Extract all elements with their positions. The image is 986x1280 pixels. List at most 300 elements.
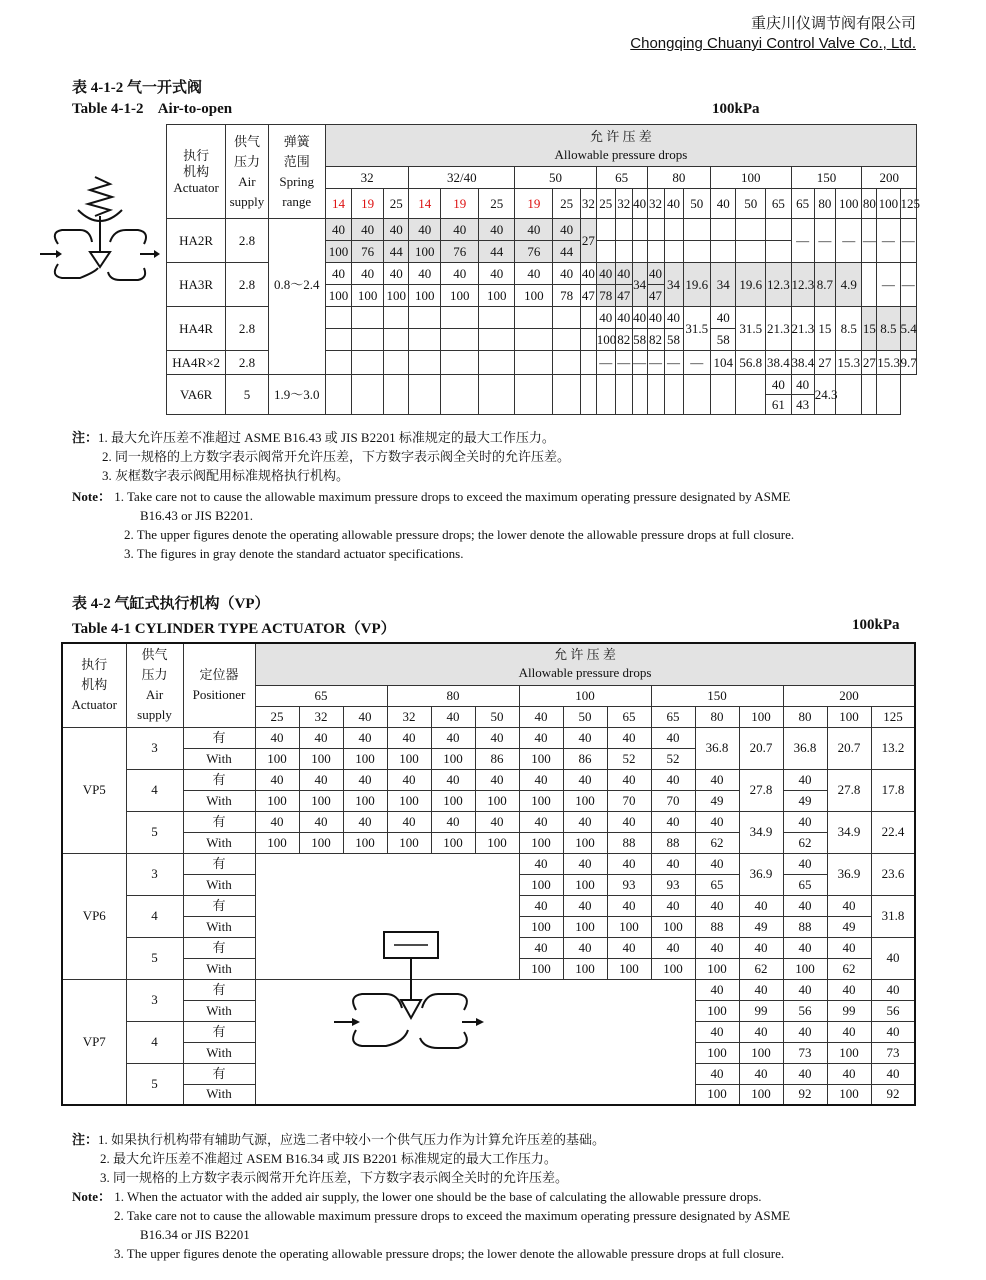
- t2-val: 40: [695, 937, 739, 958]
- notes1-label-cn: 注：: [72, 430, 99, 445]
- t2-supply: 3: [126, 853, 183, 895]
- t2-val: 100: [475, 832, 519, 853]
- t2-val: 100: [695, 1042, 739, 1063]
- notes1-label-en: Note：: [72, 489, 111, 504]
- note-line: 1. Take care not to cause the allowable maximum pressure drops to exceed the maximum operating pressure designated by ASME: [114, 489, 791, 504]
- t2-val: 27.8: [827, 769, 871, 811]
- t2-sub: 80: [783, 706, 827, 727]
- t2-val: 40: [475, 811, 519, 832]
- t1-val: 40: [352, 263, 384, 285]
- t2-val: 99: [739, 1000, 783, 1021]
- t2-group: 200: [783, 685, 915, 706]
- t2-val: 40: [475, 727, 519, 748]
- t1-val: 31.5: [683, 307, 711, 351]
- t2-val: 40: [387, 811, 431, 832]
- t2-with-en: With: [183, 1084, 255, 1105]
- t2-val: 40: [651, 727, 695, 748]
- notes2-label-cn: 注：: [72, 1132, 99, 1147]
- note-line: 3. 同一规格的上方数字表示阀常开允许压差，下方数字表示阀全关时的允许压差。: [100, 1170, 569, 1185]
- company-name-cn: 重庆川仪调节阀有限公司: [750, 16, 916, 32]
- t1-sub: 100: [835, 189, 861, 219]
- t1-group: 80: [647, 167, 711, 189]
- t2-supply: 4: [126, 895, 183, 937]
- t1-val: 100: [441, 285, 479, 307]
- t1-dash: —: [791, 219, 814, 263]
- t1-val: 76: [441, 241, 479, 263]
- t1-val: —: [615, 351, 632, 375]
- t2-with-cn: 有: [183, 1021, 255, 1042]
- t1-sub: 19: [441, 189, 479, 219]
- t2-val: 100: [563, 874, 607, 895]
- t1-dash: —: [862, 219, 877, 263]
- t1-h-spring: 弹簧 范围 Spring range: [268, 125, 325, 219]
- t2-val: 62: [695, 832, 739, 853]
- t1-val: 27: [862, 351, 877, 375]
- cylinder-valve-diagram-icon: [334, 930, 484, 1060]
- note-line: 2. Take care not to cause the allowable maximum pressure drops to exceed the maximum operating pressure designated by ASME: [114, 1208, 791, 1223]
- t1-h-allowable-en: Allowable pressure drops: [554, 146, 688, 162]
- t1-val: 15: [862, 307, 877, 351]
- t1-val: 104: [711, 351, 736, 375]
- t1-h-actuator: 执行 机构 Actuator: [167, 125, 226, 219]
- t2-val: 100: [431, 832, 475, 853]
- t2-group: 150: [651, 685, 783, 706]
- t2-val: 20.7: [827, 727, 871, 769]
- t2-val: 40: [563, 853, 607, 874]
- t1-val: 8.5: [835, 307, 861, 351]
- t1-val: 40: [596, 263, 615, 285]
- t1-val: 100: [384, 285, 409, 307]
- t2-group: 100: [519, 685, 651, 706]
- t2-val: 100: [563, 916, 607, 937]
- t1-sub: 100: [877, 189, 900, 219]
- t1-val: 40: [553, 263, 581, 285]
- t2-val: 70: [607, 790, 651, 811]
- t2-sub: 80: [695, 706, 739, 727]
- table1-air-to-open: [166, 124, 921, 415]
- t2-val: 99: [827, 1000, 871, 1021]
- t2-val: 40: [607, 853, 651, 874]
- t1-val: 12.3: [791, 263, 814, 307]
- t2-val: 40: [695, 769, 739, 790]
- t2-val: 100: [563, 790, 607, 811]
- t1-val: 40: [515, 263, 553, 285]
- t2-val: 100: [827, 1084, 871, 1105]
- t1-val: 40: [766, 375, 791, 395]
- t1-val: 40: [409, 263, 441, 285]
- t1-supply: 2.8: [226, 307, 268, 351]
- t1-val: 4.9: [835, 263, 861, 307]
- t2-val: 88: [607, 832, 651, 853]
- t2-val: 40: [563, 769, 607, 790]
- t2-val: 34.9: [827, 811, 871, 853]
- t2-val: 40: [827, 1063, 871, 1084]
- note-line: B16.34 or JIS B2201: [140, 1227, 250, 1242]
- t2-val: 100: [519, 790, 563, 811]
- t1-val: 40: [632, 307, 647, 329]
- t1-actuator: HA4R: [167, 307, 226, 351]
- t1-group: 100: [711, 167, 791, 189]
- t2-val: 100: [431, 790, 475, 811]
- t2-val: 49: [739, 916, 783, 937]
- t2-sub: 65: [607, 706, 651, 727]
- t1-sub: 80: [814, 189, 835, 219]
- t1-sub: 80: [862, 189, 877, 219]
- t2-val: 40: [871, 937, 915, 979]
- t1-sub: 14: [409, 189, 441, 219]
- t1-sub: 32: [580, 189, 596, 219]
- t2-val: 86: [475, 748, 519, 769]
- t2-val: 100: [343, 748, 387, 769]
- t1-sub: 65: [766, 189, 791, 219]
- t2-val: 40: [783, 769, 827, 790]
- t2-val: 40: [651, 853, 695, 874]
- t2-val: 100: [255, 832, 299, 853]
- t2-group: 80: [387, 685, 519, 706]
- t1-val: 76: [515, 241, 553, 263]
- t2-val: 100: [827, 1042, 871, 1063]
- t2-supply: 3: [126, 979, 183, 1021]
- t2-val: 40: [739, 1063, 783, 1084]
- t1-sub: 14: [325, 189, 351, 219]
- t2-val: 40: [651, 769, 695, 790]
- t1-val: 34: [632, 263, 647, 307]
- t1-val: 58: [664, 329, 683, 351]
- t1-group: 150: [791, 167, 862, 189]
- t1-sub: 125: [900, 189, 916, 219]
- t1-actuator: HA3R: [167, 263, 226, 307]
- t2-with-en: With: [183, 748, 255, 769]
- t2-val: 49: [783, 790, 827, 811]
- t2-sub: 100: [739, 706, 783, 727]
- t2-val: 100: [255, 748, 299, 769]
- t1-val: 100: [409, 241, 441, 263]
- valve-diagram-icon: [40, 172, 160, 282]
- note-line: 2. 最大允许压差不准超过 ASEM B16.34 或 JIS B2201 标准规定的最大工作压力。: [100, 1151, 557, 1166]
- t1-dash: —: [877, 263, 900, 307]
- t2-val: 40: [695, 1021, 739, 1042]
- t2-val: 100: [519, 958, 563, 979]
- t2-h-actuator: 执行 机构 Actuator: [62, 643, 126, 727]
- t2-val: 40: [739, 895, 783, 916]
- t2-with-en: With: [183, 874, 255, 895]
- t2-val: 100: [255, 790, 299, 811]
- t2-val: 100: [695, 1000, 739, 1021]
- t2-val: 100: [387, 748, 431, 769]
- table2-unit: 100kPa: [852, 617, 900, 633]
- t2-val: 40: [739, 979, 783, 1000]
- t2-val: 40: [607, 895, 651, 916]
- table1-title-en: Table 4-1-2 Air-to-open: [72, 101, 233, 117]
- t2-val: 40: [783, 1021, 827, 1042]
- t1-dash: —: [835, 219, 861, 263]
- t2-sub: 32: [387, 706, 431, 727]
- t2-val: 100: [783, 958, 827, 979]
- t2-with-en: With: [183, 832, 255, 853]
- t2-supply: 4: [126, 1021, 183, 1063]
- t1-val: 40: [479, 263, 515, 285]
- t2-val: 40: [519, 811, 563, 832]
- t1-spring: 0.8～2.4: [268, 219, 325, 351]
- t2-val: 65: [695, 874, 739, 895]
- t1-val: 61: [766, 395, 791, 415]
- t2-val: 27.8: [739, 769, 783, 811]
- t2-sub: 40: [343, 706, 387, 727]
- t2-val: 20.7: [739, 727, 783, 769]
- t1-val: 27: [814, 351, 835, 375]
- t2-val: 40: [871, 1021, 915, 1042]
- t1-val: 40: [384, 219, 409, 241]
- t2-with-cn: 有: [183, 853, 255, 874]
- t1-val: —: [647, 351, 664, 375]
- t2-val: 93: [607, 874, 651, 895]
- table1-unit: 100kPa: [712, 101, 760, 117]
- t2-val: 36.8: [783, 727, 827, 769]
- t1-val: 24.3: [814, 375, 835, 415]
- t1-val: 100: [515, 285, 553, 307]
- t1-val: 38.4: [766, 351, 791, 375]
- note-line: B16.43 or JIS B2201.: [140, 508, 254, 523]
- t2-val: 40: [519, 769, 563, 790]
- t2-sub: 50: [475, 706, 519, 727]
- t1-val: 34: [664, 263, 683, 307]
- t2-val: 40: [563, 811, 607, 832]
- t2-val: 40: [299, 727, 343, 748]
- t2-val: 100: [387, 790, 431, 811]
- t2-val: 40: [519, 727, 563, 748]
- t2-supply: 5: [126, 811, 183, 853]
- t1-val: 40: [409, 219, 441, 241]
- t1-val: 40: [664, 307, 683, 329]
- t1-val: 82: [647, 329, 664, 351]
- t1-val: 100: [596, 329, 615, 351]
- t2-val: 88: [651, 832, 695, 853]
- t1-val: 47: [647, 285, 664, 307]
- t2-with-cn: 有: [183, 979, 255, 1000]
- t2-val: 23.6: [871, 853, 915, 895]
- t2-val: 40: [651, 811, 695, 832]
- t1-val: 12.3: [766, 263, 791, 307]
- t2-val: 100: [651, 916, 695, 937]
- t2-val: 36.8: [695, 727, 739, 769]
- t2-val: 31.8: [871, 895, 915, 937]
- t2-val: 40: [783, 979, 827, 1000]
- t2-val: 40: [563, 895, 607, 916]
- t2-val: 40: [871, 1063, 915, 1084]
- t1-val: 40: [325, 219, 351, 241]
- t1-val: 40: [596, 307, 615, 329]
- t2-val: 62: [739, 958, 783, 979]
- t1-val: 9.7: [900, 351, 916, 375]
- t2-val: 40: [827, 1021, 871, 1042]
- t1-val: —: [596, 351, 615, 375]
- t2-val: 40: [871, 979, 915, 1000]
- t2-val: 100: [695, 958, 739, 979]
- note-line: 1. When the actuator with the added air supply, the lower one should be the base of calculating the allowable pressure drops.: [114, 1189, 762, 1204]
- t2-sub: 40: [519, 706, 563, 727]
- t2-val: 70: [651, 790, 695, 811]
- t2-val: 100: [695, 1084, 739, 1105]
- t2-val: 92: [783, 1084, 827, 1105]
- t1-val: 44: [479, 241, 515, 263]
- t1-val: 38.4: [791, 351, 814, 375]
- t1-val: 40: [615, 307, 632, 329]
- t2-sub: 65: [651, 706, 695, 727]
- t1-h-allowable-cn: 允 许 压 差: [590, 128, 652, 144]
- t2-val: 40: [475, 769, 519, 790]
- t2-supply: 3: [126, 727, 183, 769]
- t1-val: 31.5: [736, 307, 766, 351]
- t2-with-en: With: [183, 790, 255, 811]
- notes2: [72, 1130, 932, 1263]
- t1-val: 34: [711, 263, 736, 307]
- t2-val: 40: [695, 895, 739, 916]
- t2-val: 49: [695, 790, 739, 811]
- t1-group: 32: [325, 167, 409, 189]
- t1-sub: 25: [596, 189, 615, 219]
- t1-val: 21.3: [766, 307, 791, 351]
- t1-group: 65: [596, 167, 647, 189]
- t2-val: 40: [431, 727, 475, 748]
- t2-sub: 40: [431, 706, 475, 727]
- t2-h-allowable: [255, 643, 915, 685]
- t2-sub: 50: [563, 706, 607, 727]
- t2-val: 40: [563, 937, 607, 958]
- t1-actuator: HA4R×2: [167, 351, 226, 375]
- t2-supply: 5: [126, 1063, 183, 1105]
- t1-sub: 50: [683, 189, 711, 219]
- t1-val: 27: [580, 219, 596, 263]
- t2-val: 40: [783, 853, 827, 874]
- t2-actuator: VP6: [62, 853, 126, 979]
- t2-with-en: With: [183, 916, 255, 937]
- t1-actuator: HA2R: [167, 219, 226, 263]
- t2-val: 88: [695, 916, 739, 937]
- t1-dash: —: [900, 263, 916, 307]
- t1-supply: 5: [226, 375, 268, 415]
- t2-group: 65: [255, 685, 387, 706]
- t1-val: —: [683, 351, 711, 375]
- t2-val: 40: [299, 769, 343, 790]
- t1-val: 15: [814, 307, 835, 351]
- t1-group: 200: [862, 167, 917, 189]
- t1-val: 40: [553, 219, 581, 241]
- t1-val: 76: [352, 241, 384, 263]
- t1-supply: 2.8: [226, 263, 268, 307]
- t2-val: 52: [607, 748, 651, 769]
- t1-val: 8.7: [814, 263, 835, 307]
- t1-val: 15.3: [835, 351, 861, 375]
- t1-val: 40: [441, 263, 479, 285]
- t1-sub: 32: [615, 189, 632, 219]
- t2-val: 40: [607, 811, 651, 832]
- t2-val: 100: [607, 958, 651, 979]
- t2-val: 73: [783, 1042, 827, 1063]
- table1-title-cn: 表 4-1-2 气一开式阀: [72, 80, 202, 96]
- t2-actuator: VP7: [62, 979, 126, 1105]
- t2-h-allowable-cn: 允 许 压 差: [554, 647, 616, 663]
- t1-sub: 65: [791, 189, 814, 219]
- t2-val: 40: [255, 811, 299, 832]
- t1-val: 5.4: [900, 307, 916, 351]
- t1-val: —: [632, 351, 647, 375]
- t1-val: 15.3: [877, 351, 900, 375]
- t1-val: 19.6: [736, 263, 766, 307]
- t1-val: 44: [553, 241, 581, 263]
- note-line: 3. The upper figures denote the operating allowable pressure drops; the lower denote the allowable pressure drops at full closure.: [114, 1246, 785, 1261]
- t2-actuator: VP5: [62, 727, 126, 853]
- t2-val: 40: [607, 769, 651, 790]
- t2-val: 40: [695, 1063, 739, 1084]
- note-line: 3. 灰框数字表示阀配用标准规格执行机构。: [102, 468, 350, 483]
- t1-sub: 25: [479, 189, 515, 219]
- t1-spring: 1.9～3.0: [268, 375, 325, 415]
- t2-val: 36.9: [827, 853, 871, 895]
- t2-val: 40: [695, 853, 739, 874]
- t1-val: 40: [352, 219, 384, 241]
- note-line: 2. 同一规格的上方数字表示阀常开允许压差，下方数字表示阀全关时的允许压差。: [102, 449, 571, 464]
- t2-val: 40: [563, 727, 607, 748]
- t1-val: 47: [615, 285, 632, 307]
- t1-val: 40: [711, 307, 736, 329]
- t2-val: 40: [651, 895, 695, 916]
- t1-val: 100: [479, 285, 515, 307]
- table2-title-en: Table 4-1 CYLINDER TYPE ACTUATOR（VP）: [72, 621, 396, 637]
- t1-sub: 25: [553, 189, 581, 219]
- t2-h-positioner: 定位器 Positioner: [183, 643, 255, 727]
- t2-val: 100: [343, 790, 387, 811]
- t2-val: 100: [519, 748, 563, 769]
- t2-val: 40: [431, 769, 475, 790]
- t2-val: 65: [783, 874, 827, 895]
- t1-sub: 19: [352, 189, 384, 219]
- t2-with-cn: 有: [183, 769, 255, 790]
- t1-dash: —: [814, 219, 835, 263]
- t2-val: 100: [519, 916, 563, 937]
- company-name-en: Chongqing Chuanyi Control Valve Co., Ltd.: [630, 35, 916, 52]
- t2-val: 100: [299, 790, 343, 811]
- t1-h-supply: 供气 压力 Air supply: [226, 125, 268, 219]
- t2-val: 49: [827, 916, 871, 937]
- t1-val: 40: [384, 263, 409, 285]
- t1-val: 19.6: [683, 263, 711, 307]
- t1-dash: —: [877, 219, 900, 263]
- t2-val: 100: [519, 874, 563, 895]
- t1-sub: 19: [515, 189, 553, 219]
- t1-dash: —: [900, 219, 916, 263]
- t2-val: 40: [343, 811, 387, 832]
- t2-val: 40: [783, 811, 827, 832]
- t2-val: 100: [343, 832, 387, 853]
- t2-val: 40: [343, 769, 387, 790]
- t2-val: 40: [387, 769, 431, 790]
- t2-val: 52: [651, 748, 695, 769]
- t2-val: 100: [299, 832, 343, 853]
- t2-val: 40: [827, 937, 871, 958]
- t2-val: 40: [519, 937, 563, 958]
- t2-val: 100: [607, 916, 651, 937]
- note-line: 2. The upper figures denote the operating allowable pressure drops; the lower denote the allowable pressure drops at full closure.: [124, 527, 795, 542]
- t2-val: 40: [651, 937, 695, 958]
- t1-val: 100: [352, 285, 384, 307]
- note-line: 3. The figures in gray denote the standard actuator specifications.: [124, 546, 464, 561]
- t1-sub: 40: [664, 189, 683, 219]
- t1-val: —: [664, 351, 683, 375]
- t1-val: 40: [479, 219, 515, 241]
- t2-sub: 25: [255, 706, 299, 727]
- t2-with-cn: 有: [183, 1063, 255, 1084]
- t2-val: 40: [607, 937, 651, 958]
